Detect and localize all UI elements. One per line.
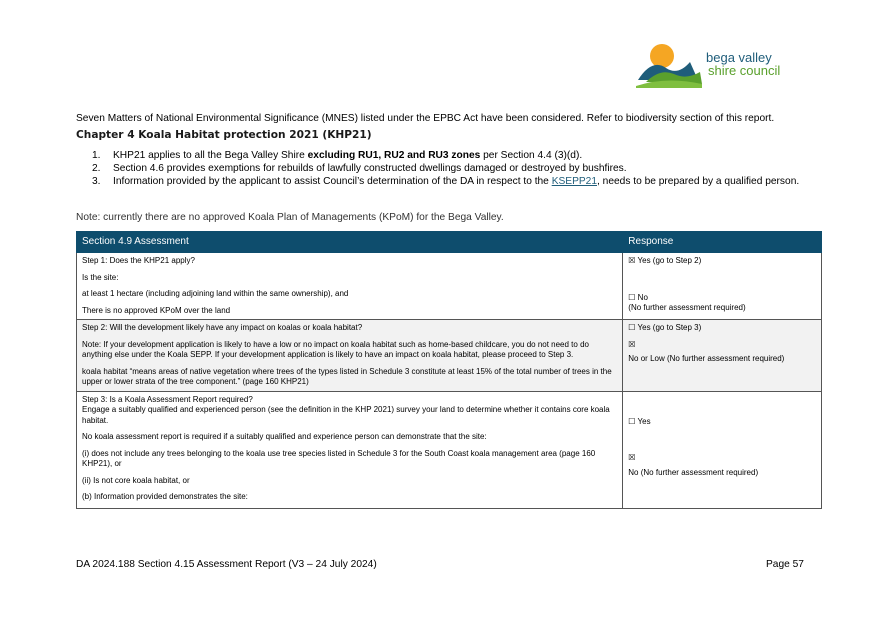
list-text bbox=[113, 175, 812, 188]
intro-paragraph: Seven Matters of National Environmental Significance (MNES) listed under the EPBC Act have been considered. Refer to biodiversity section of this report. bbox=[76, 113, 775, 124]
step2-definition: koala habitat “means areas of native vegetation where trees of the types listed in Schedule 3 constitute at least 15% of the total number of trees in the upper or lower strata of the tree component.” (page 160 KHP21) bbox=[82, 366, 612, 386]
step3-yes-checkbox[interactable]: ☐ Yes bbox=[628, 416, 651, 426]
list-item bbox=[92, 175, 812, 188]
list-text-pre: Information provided by the applicant to assist Council’s determination of the DA in respect to the bbox=[113, 176, 552, 187]
step1-no-text: (No further assessment required) bbox=[628, 303, 746, 312]
step3-line: (ii) Is not core koala habitat, or bbox=[82, 475, 190, 485]
step1-assessment bbox=[77, 253, 623, 320]
step2-question: Step 2: Will the development likely have any impact on koalas or koala habitat? bbox=[82, 323, 363, 332]
step3-question: Step 3: Is a Koala Assessment Report required? bbox=[82, 394, 253, 404]
list-text-post: per Section 4.4 (3)(d). bbox=[480, 150, 583, 161]
step2-note: Note: If your development application is likely to have a low or no impact on koala habitat such as home-based childcare, you do not need to do anything else under the Koala SEPP. If your development application is likely to have an impact on koala habitat, please proceed to Step 3. bbox=[82, 339, 589, 359]
step3-assessment bbox=[77, 391, 623, 508]
step1-yes-checkbox[interactable]: ☒ Yes (go to Step 2) bbox=[628, 256, 702, 265]
list-number: 1. bbox=[92, 150, 101, 161]
footer-page-number: Page 57 bbox=[766, 559, 804, 570]
step3-response bbox=[623, 391, 822, 508]
list-text bbox=[113, 149, 812, 162]
list-text: Section 4.6 provides exemptions for rebuilds of lawfully constructed dwellings damaged or destroyed by bushfires. bbox=[113, 163, 627, 174]
step3-no-checkbox[interactable]: ☒ bbox=[628, 453, 636, 462]
step3-no-text: No (No further assessment required) bbox=[628, 467, 759, 477]
ksepp21-link[interactable]: KSEPP21 bbox=[551, 176, 597, 187]
ordered-list bbox=[92, 149, 812, 188]
assessment-table bbox=[76, 231, 822, 509]
logo-wordmark bbox=[706, 51, 780, 77]
list-text-bold: excluding RU1, RU2 and RU3 zones bbox=[307, 150, 481, 161]
table-row-step1 bbox=[77, 253, 822, 320]
list-number: 2. bbox=[92, 163, 101, 174]
chapter-heading: Chapter 4 Koala Habitat protection 2021 (KHP21) bbox=[76, 129, 372, 141]
header-response: Response bbox=[623, 232, 822, 253]
step2-yes-checkbox[interactable]: ☐ Yes (go to Step 3) bbox=[628, 323, 702, 332]
kpom-note: Note: currently there are no approved Koala Plan of Managements (KPoM) for the Bega Valley. bbox=[76, 212, 504, 223]
step1-no-checkbox[interactable]: ☐ No bbox=[628, 292, 648, 302]
step3-line: (b) Information provided demonstrates the site: bbox=[82, 492, 248, 501]
table-row-step3 bbox=[77, 391, 822, 508]
list-item bbox=[92, 162, 812, 175]
step3-line: (i) does not include any trees belonging to the koala use tree species listed in Schedule 3 for the South Coast koala management area (page 160 KHP21), or bbox=[82, 448, 596, 468]
header-assessment: Section 4.9 Assessment bbox=[77, 232, 623, 253]
step1-line: There is no approved KPoM over the land bbox=[82, 305, 231, 315]
step3-instruction: Engage a suitably qualified and experienced person (see the definition in the KHP 2021) survey your land to determine whether it contains core koala habitat. bbox=[82, 405, 610, 425]
step2-assessment bbox=[77, 320, 623, 392]
table-header-row bbox=[77, 232, 822, 253]
step2-no-checkbox[interactable]: ☒ bbox=[628, 339, 636, 349]
step2-response bbox=[623, 320, 822, 392]
footer-document-title: DA 2024.188 Section 4.15 Assessment Report (V3 – 24 July 2024) bbox=[76, 559, 377, 570]
logo-line2: shire council bbox=[708, 63, 781, 78]
list-item bbox=[92, 149, 812, 162]
list-text-post: , needs to be prepared by a qualified person. bbox=[597, 176, 800, 187]
step1-question: Step 1: Does the KHP21 apply? bbox=[82, 256, 195, 265]
step2-no-text: No or Low (No further assessment required) bbox=[628, 354, 785, 363]
list-text-pre: KHP21 applies to all the Bega Valley Shire bbox=[113, 150, 308, 161]
logo-line1: bega valley bbox=[706, 50, 772, 65]
table-row-step2 bbox=[77, 320, 822, 392]
step1-line: Is the site: bbox=[82, 272, 119, 282]
list-number: 3. bbox=[92, 176, 101, 187]
step1-response bbox=[623, 253, 822, 320]
step1-line: at least 1 hectare (including adjoining land within the same ownership), and bbox=[82, 289, 349, 298]
step3-line: No koala assessment report is required if a suitably qualified and experience person can demonstrate that the site: bbox=[82, 432, 487, 441]
